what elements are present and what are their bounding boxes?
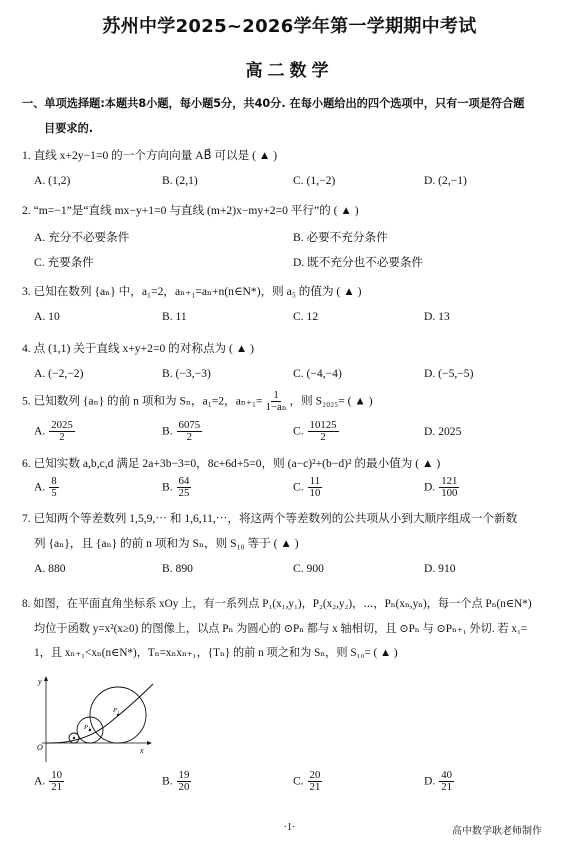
q7-option-a: A. 880 bbox=[34, 562, 66, 575]
section-heading-line1: 一、单项选择题:本题共8小题，每小题5分，共40分. 在每小题给出的四个选项中，只有一项是符合题 bbox=[22, 97, 525, 110]
q8-option-c: C. $\frac{20}{21}$ bbox=[293, 769, 321, 794]
q3-option-c: C. 12 bbox=[293, 310, 319, 323]
q1-option-a: A. (1,2) bbox=[34, 174, 71, 187]
q2-option-c: C. 充要条件 bbox=[34, 256, 94, 269]
q6-option-d: D. $\frac{121}{100}$ bbox=[424, 475, 458, 500]
section-heading-line2: 目要求的. bbox=[44, 122, 94, 135]
q6-option-a: A. $\frac{8}{5}$ bbox=[34, 475, 57, 500]
q5-option-d: D. 2025 bbox=[424, 425, 462, 438]
question-8-stem-line1: 8. 如图，在平面直角坐标系 xOy 上，有一系列点 P₁(x₁,y₁)，P₂(x₂,y₂)，⋯，Pₙ(xₙ,yₙ)，每一个点 Pₙ(n∈N*) bbox=[22, 598, 532, 610]
q4-option-c: C. (−4,−4) bbox=[293, 367, 342, 380]
question-7-stem-line2: 列 {aₙ}，且 {aₙ} 的前 n 项和为 Sₙ，则 S₁₀ 等于 ( ▲ ) bbox=[34, 537, 299, 550]
q7-option-d: D. 910 bbox=[424, 562, 456, 575]
figure-p1-label: P₂ bbox=[84, 724, 91, 731]
figure-origin: O bbox=[37, 743, 43, 752]
figure-p2-label: P₁ bbox=[113, 707, 120, 714]
q3-option-d: D. 13 bbox=[424, 310, 450, 323]
q8-option-a: A. $\frac{10}{21}$ bbox=[34, 769, 62, 794]
question-1-stem: 1. 直线 x+2y−1=0 的一个方向向量 AB⃗ 可以是 ( ▲ ) bbox=[22, 149, 278, 162]
q1-option-c: C. (1,−2) bbox=[293, 174, 336, 187]
question-7-stem-line1: 7. 已知两个等差数列 1,5,9,⋯ 和 1,6,11,⋯，将这两个等差数列的公共项从小到大顺序组成一个新数 bbox=[22, 512, 518, 525]
question-8-stem-line3: 1，且 xₙ₊₁<xₙ(n∈N*)，Tₙ=xₙxₙ₊₁，{Tₙ} 的前 n 项之和为 Sₙ，则 S₁₀= ( ▲ ) bbox=[34, 647, 398, 659]
question-6-stem: 6. 已知实数 a,b,c,d 满足 2a+3b−3=0，8c+6d+5=0，则 (a−c)²+(b−d)² 的最小值为 ( ▲ ) bbox=[22, 457, 441, 470]
q5-option-b: B. $\frac{6075}{2}$ bbox=[162, 419, 201, 444]
q6-option-c: C. $\frac{11}{10}$ bbox=[293, 475, 321, 500]
q4-option-d: D. (−5,−5) bbox=[424, 367, 474, 380]
q8-figure bbox=[28, 676, 158, 766]
q4-option-b: B. (−3,−3) bbox=[162, 367, 211, 380]
question-3-stem: 3. 已知在数列 {aₙ} 中，a₁=2，aₙ₊₁=aₙ+n(n∈N*)，则 a₅ 的值为 ( ▲ ) bbox=[22, 285, 362, 298]
q3-option-a: A. 10 bbox=[34, 310, 60, 323]
q2-option-b: B. 必要不充分条件 bbox=[293, 231, 388, 244]
question-8-stem-line2: 均位于函数 y=x²(x≥0) 的图像上，以点 Pₙ 为圆心的 ⊙Pₙ 都与 x 轴相切，且 ⊙Pₙ 与 ⊙Pₙ₊₁ 外切. 若 x₁= bbox=[34, 623, 528, 635]
question-5-stem: 5. 已知数列 {aₙ} 的前 n 项和为 Sₙ，a₁=2，aₙ₊₁= $\frac{1}{\text{1−aₙ}}$ ，则 S₂₀₂₅= ( ▲ ) bbox=[22, 389, 373, 414]
q8-option-b: B. $\frac{19}{20}$ bbox=[162, 769, 190, 794]
q5-option-a: A. $\frac{2025}{2}$ bbox=[34, 419, 73, 444]
q1-option-b: B. (2,1) bbox=[162, 174, 198, 187]
exam-title: 苏州中学2025~2026学年第一学期期中考试 bbox=[102, 16, 477, 37]
q2-option-d: D. 既不充分也不必要条件 bbox=[293, 256, 424, 269]
figure-y-label: y bbox=[38, 677, 42, 686]
q4-option-a: A. (−2,−2) bbox=[34, 367, 84, 380]
subject-title: 高二数学 bbox=[245, 61, 334, 81]
figure-x-label: x bbox=[140, 746, 144, 755]
q7-option-b: B. 890 bbox=[162, 562, 193, 575]
q6-option-b: B. $\frac{64}{25}$ bbox=[162, 475, 190, 500]
page-number: ·1· bbox=[283, 822, 296, 833]
q3-option-b: B. 11 bbox=[162, 310, 187, 323]
footer-credit: 高中数学耿老师制作 bbox=[452, 826, 542, 837]
question-2-stem: 2. “m=−1”是“直线 mx−y+1=0 与直线 (m+2)x−my+2=0 平行”的 ( ▲ ) bbox=[22, 204, 359, 217]
q2-option-a: A. 充分不必要条件 bbox=[34, 231, 130, 244]
q5-option-c: C. $\frac{10125}{2}$ bbox=[293, 419, 337, 444]
q1-option-d: D. (2,−1) bbox=[424, 174, 467, 187]
q5-stem-fraction: $\frac{1}{\text{1−aₙ}}$ bbox=[265, 389, 287, 414]
q7-option-c: C. 900 bbox=[293, 562, 324, 575]
q8-option-d: D. $\frac{40}{21}$ bbox=[424, 769, 452, 794]
question-4-stem: 4. 点 (1,1) 关于直线 x+y+2=0 的对称点为 ( ▲ ) bbox=[22, 342, 255, 355]
